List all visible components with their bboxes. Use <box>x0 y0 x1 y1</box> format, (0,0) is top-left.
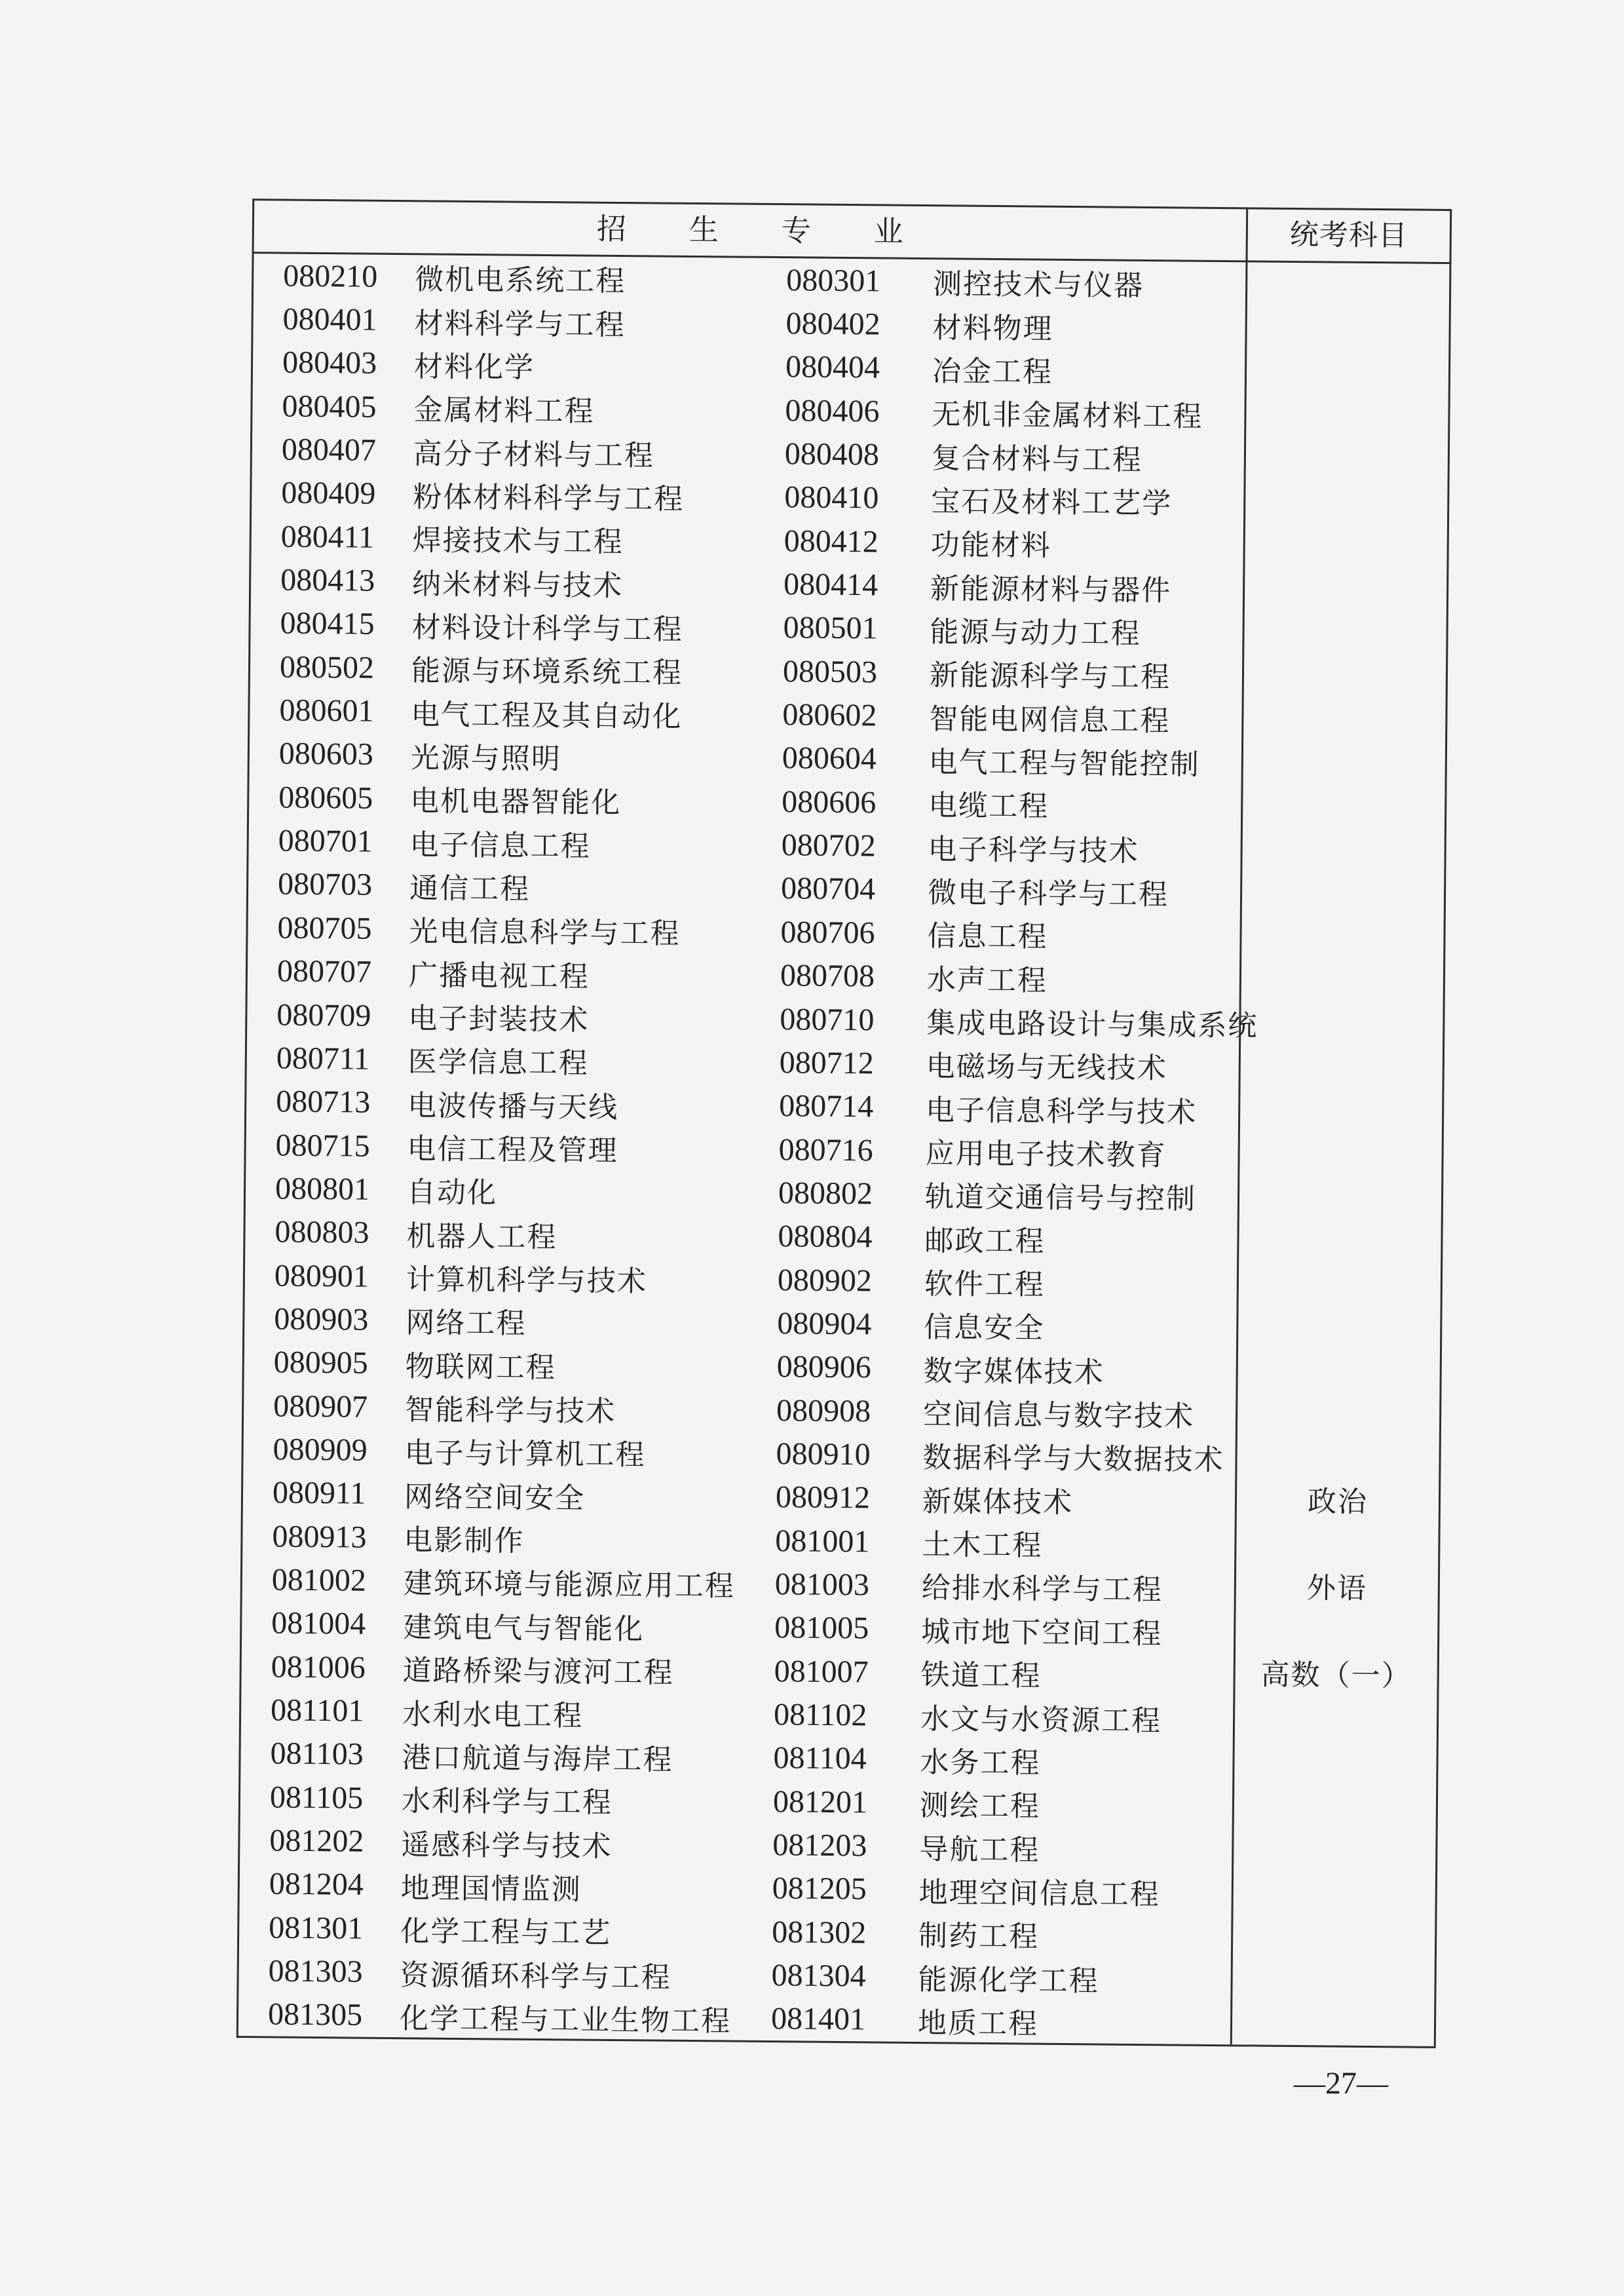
major-name-left: 化学工程与工艺 <box>400 1915 612 1951</box>
major-code-right: 081104 <box>773 1740 867 1776</box>
major-name-right: 应用电子技术教育 <box>925 1137 1167 1173</box>
major-code-left: 081301 <box>269 1910 364 1946</box>
major-name-right: 冶金工程 <box>932 354 1053 389</box>
major-name-right: 新媒体技术 <box>922 1484 1074 1520</box>
major-code-left: 080703 <box>277 866 373 903</box>
page-number: —27— <box>1294 2066 1388 2101</box>
major-code-right: 080604 <box>782 740 877 776</box>
major-name-right: 水务工程 <box>920 1745 1041 1780</box>
major-code-left: 080601 <box>279 693 374 729</box>
exam-subject: 政治 <box>1307 1485 1369 1519</box>
major-code-left: 081303 <box>268 1953 363 1989</box>
major-name-left: 电波传播与天线 <box>407 1088 619 1124</box>
major-name-right: 数字媒体技术 <box>923 1354 1105 1390</box>
major-code-right: 080912 <box>775 1480 871 1516</box>
major-code-right: 081302 <box>771 1914 867 1951</box>
major-name-left: 通信工程 <box>409 871 531 906</box>
major-code-right: 080704 <box>780 871 876 907</box>
major-name-left: 材料化学 <box>413 350 535 385</box>
major-name-left: 焊接技术与工程 <box>412 524 624 560</box>
major-code-right: 080906 <box>776 1349 871 1385</box>
major-name-left: 自动化 <box>406 1176 498 1210</box>
major-code-right: 080406 <box>785 392 880 429</box>
major-name-left: 高分子材料与工程 <box>413 436 655 472</box>
major-code-left: 080407 <box>281 432 377 468</box>
exam-subject: 外语 <box>1306 1571 1368 1605</box>
major-code-left: 080707 <box>276 953 372 989</box>
major-code-right: 080404 <box>785 349 880 385</box>
major-name-right: 城市地下空间工程 <box>921 1615 1163 1651</box>
major-code-right: 081203 <box>772 1827 867 1864</box>
major-name-left: 道路桥梁与渡河工程 <box>402 1654 674 1690</box>
major-code-left: 080210 <box>283 258 378 294</box>
header-subjects-label: 统考科目 <box>1289 218 1408 252</box>
major-name-left: 机器人工程 <box>406 1219 557 1254</box>
major-name-left: 网络工程 <box>406 1306 527 1341</box>
major-name-right: 空间信息与数字技术 <box>922 1398 1195 1434</box>
major-name-left: 电气工程及其自动化 <box>411 697 683 734</box>
major-code-left: 081002 <box>271 1562 367 1598</box>
major-name-left: 材料科学与工程 <box>414 306 626 342</box>
major-name-left: 建筑电气与智能化 <box>403 1610 645 1647</box>
major-code-right: 081401 <box>770 2001 866 2037</box>
major-code-right: 080414 <box>783 567 878 603</box>
major-code-right: 080408 <box>784 436 880 472</box>
major-code-right: 081201 <box>772 1784 868 1820</box>
major-name-left: 电影制作 <box>404 1523 525 1558</box>
table-row <box>238 1993 1231 2045</box>
major-name-left: 广播电视工程 <box>408 958 590 994</box>
exam-subject: 高数（一） <box>1260 1658 1412 1693</box>
major-code-right: 081005 <box>774 1610 869 1646</box>
major-code-right: 080714 <box>778 1088 874 1124</box>
major-code-left: 080903 <box>274 1301 369 1337</box>
major-code-left: 080705 <box>277 910 372 946</box>
major-name-right: 功能材料 <box>930 528 1051 563</box>
major-code-right: 080301 <box>785 262 881 299</box>
major-name-left: 智能科学与技术 <box>404 1393 616 1429</box>
major-code-right: 080902 <box>777 1262 873 1298</box>
major-name-right: 智能电网信息工程 <box>929 702 1171 738</box>
major-name-right: 信息安全 <box>924 1311 1045 1346</box>
major-name-left: 港口航道与海岸工程 <box>402 1741 673 1777</box>
major-name-right: 复合材料与工程 <box>931 441 1143 477</box>
major-code-left: 081204 <box>269 1866 364 1903</box>
major-name-left: 计算机科学与技术 <box>406 1263 648 1299</box>
major-name-right: 电气工程与智能控制 <box>928 746 1201 782</box>
major-code-right: 080702 <box>781 828 876 864</box>
major-code-right: 080606 <box>782 784 877 820</box>
major-code-left: 080409 <box>281 475 376 512</box>
major-name-right: 测绘工程 <box>919 1789 1041 1824</box>
major-code-left: 080713 <box>276 1084 371 1120</box>
major-name-right: 无机非金属材料工程 <box>932 398 1203 434</box>
major-name-left: 电子信息工程 <box>409 828 591 864</box>
major-name-right: 测控技术与仪器 <box>932 267 1144 303</box>
major-code-left: 080603 <box>278 736 374 773</box>
major-code-left: 080413 <box>280 562 375 598</box>
major-code-left: 080701 <box>278 823 373 859</box>
major-code-left: 080709 <box>276 997 371 1033</box>
major-name-right: 能源化学工程 <box>918 1962 1099 1999</box>
major-code-right: 080908 <box>776 1392 871 1428</box>
major-name-right: 邮政工程 <box>924 1223 1046 1259</box>
major-code-left: 080411 <box>280 519 375 555</box>
major-name-left: 化学工程与工业生物工程 <box>399 2002 732 2038</box>
major-name-right: 微电子科学与工程 <box>927 876 1169 912</box>
major-code-right: 080706 <box>780 914 875 951</box>
major-name-left: 光电信息科学与工程 <box>409 915 681 951</box>
major-code-right: 081205 <box>772 1871 867 1907</box>
major-name-left: 网络空间安全 <box>404 1480 586 1516</box>
major-name-left: 电信工程及管理 <box>407 1132 618 1168</box>
major-code-left: 080401 <box>282 301 377 337</box>
major-code-left: 081006 <box>271 1649 366 1685</box>
major-name-left: 建筑环境与能源应用工程 <box>403 1567 736 1604</box>
major-name-left: 电子与计算机工程 <box>404 1436 646 1472</box>
major-code-right: 081001 <box>775 1523 870 1559</box>
table-header-row <box>254 201 1450 264</box>
major-code-left: 080403 <box>282 345 377 381</box>
major-code-left: 081105 <box>269 1780 364 1816</box>
major-code-left: 081103 <box>270 1736 364 1772</box>
major-name-right: 电缆工程 <box>928 789 1049 824</box>
major-code-right: 080904 <box>777 1306 872 1342</box>
major-name-right: 软件工程 <box>924 1267 1046 1302</box>
major-code-right: 080802 <box>778 1176 873 1212</box>
major-name-right: 铁道工程 <box>920 1658 1042 1693</box>
major-code-right: 080602 <box>782 697 877 733</box>
major-code-left: 080801 <box>274 1171 370 1207</box>
major-code-left: 080405 <box>282 389 377 425</box>
major-code-left: 080715 <box>275 1127 370 1164</box>
major-name-right: 制药工程 <box>918 1919 1040 1954</box>
major-code-right: 080804 <box>778 1219 873 1255</box>
major-code-left: 080605 <box>278 780 373 816</box>
major-name-left: 粉体材料科学与工程 <box>413 480 685 516</box>
header-majors-label: 招生专业 <box>596 212 967 249</box>
major-name-right: 电子科学与技术 <box>928 832 1139 868</box>
major-name-left: 地理国情监测 <box>400 1871 582 1907</box>
major-code-right: 080708 <box>780 958 875 994</box>
major-name-right: 水文与水资源工程 <box>920 1702 1162 1738</box>
major-code-left: 080907 <box>273 1388 368 1425</box>
major-name-right: 电子信息科学与技术 <box>925 1093 1198 1130</box>
major-code-left: 081202 <box>269 1823 364 1859</box>
major-code-right: 080501 <box>783 610 878 646</box>
major-code-right: 080712 <box>779 1044 875 1081</box>
major-name-right: 能源与动力工程 <box>930 615 1141 651</box>
major-name-right: 新能源材料与器件 <box>930 571 1172 607</box>
major-name-left: 资源循环科学与工程 <box>400 1958 671 1995</box>
major-code-left: 081101 <box>270 1693 364 1729</box>
major-code-left: 080502 <box>279 649 375 685</box>
major-name-right: 土木工程 <box>922 1528 1043 1563</box>
major-code-left: 080711 <box>276 1041 370 1077</box>
major-code-right: 081304 <box>771 1958 866 1994</box>
major-name-right: 地质工程 <box>917 2006 1039 2041</box>
table-body <box>238 254 1258 2044</box>
major-name-right: 材料物理 <box>932 311 1053 346</box>
major-name-right: 宝石及材料工艺学 <box>931 485 1173 521</box>
major-code-right: 080710 <box>780 1001 875 1037</box>
major-name-left: 物联网工程 <box>405 1349 556 1385</box>
major-name-left: 电子封装技术 <box>408 1002 590 1037</box>
major-code-left: 081004 <box>271 1605 366 1641</box>
major-code-left: 081305 <box>267 1997 363 2033</box>
major-name-right: 信息工程 <box>927 919 1048 955</box>
major-code-right: 081102 <box>773 1697 867 1733</box>
major-code-right: 080910 <box>776 1436 871 1472</box>
major-name-right: 轨道交通信号与控制 <box>924 1180 1197 1217</box>
major-name-left: 医学信息工程 <box>407 1045 590 1081</box>
major-code-right: 080412 <box>784 523 878 560</box>
major-name-left: 微机电系统工程 <box>414 263 626 299</box>
major-name-right: 导航工程 <box>919 1832 1040 1867</box>
major-name-left: 水利水电工程 <box>402 1697 584 1733</box>
major-name-right: 电磁场与无线技术 <box>926 1050 1167 1086</box>
major-code-left: 080905 <box>273 1345 369 1381</box>
major-code-left: 080803 <box>274 1214 369 1250</box>
major-name-right: 水声工程 <box>926 963 1048 998</box>
enrollment-majors-table <box>236 199 1452 2048</box>
major-name-left: 金属材料工程 <box>413 393 595 429</box>
major-name-left: 水利科学与工程 <box>401 1784 613 1820</box>
major-name-left: 纳米材料与技术 <box>411 567 624 603</box>
major-name-left: 电机电器智能化 <box>410 784 622 820</box>
major-code-right: 080410 <box>784 480 879 516</box>
major-name-left: 能源与环境系统工程 <box>411 654 683 691</box>
major-name-left: 遥感科学与技术 <box>401 1827 613 1864</box>
major-name-left: 光源与照明 <box>410 741 562 776</box>
major-name-right: 地理空间信息工程 <box>918 1875 1160 1912</box>
major-code-right: 081003 <box>774 1567 870 1603</box>
major-name-right: 集成电路设计与集成系统 <box>926 1006 1258 1043</box>
major-name-left: 材料设计科学与工程 <box>411 611 683 647</box>
major-code-right: 080503 <box>782 653 878 690</box>
major-name-right: 新能源科学与工程 <box>929 659 1171 695</box>
major-name-right: 给排水科学与工程 <box>921 1571 1163 1607</box>
major-code-left: 080909 <box>273 1432 368 1468</box>
major-code-left: 080415 <box>280 605 375 642</box>
major-name-right: 数据科学与大数据技术 <box>922 1441 1224 1478</box>
major-code-right: 080716 <box>778 1132 873 1168</box>
major-code-left: 080913 <box>272 1519 367 1555</box>
major-code-right: 081007 <box>774 1653 869 1690</box>
major-code-right: 080402 <box>785 306 880 342</box>
major-code-left: 080901 <box>274 1257 369 1294</box>
major-code-left: 080911 <box>272 1475 366 1511</box>
